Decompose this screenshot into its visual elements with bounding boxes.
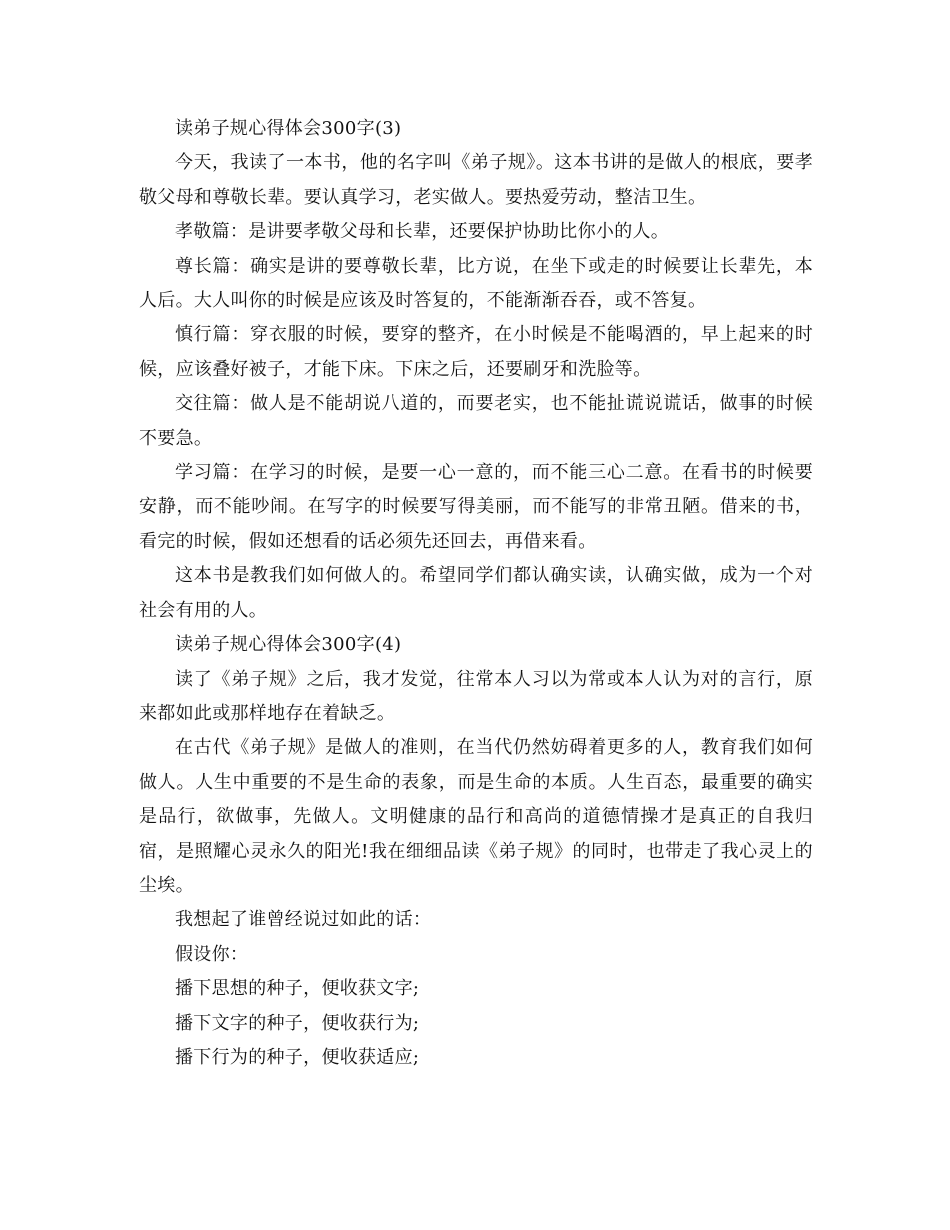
document-page (139, 112, 813, 1075)
quote-line-1: 播下思想的种子，便收获文字; (175, 978, 420, 1000)
paragraph-study: 学习篇：在学习的时候，是要一心一意的，而不能三心二意。在看书的时候要安静，而不能吵闹。在写字的时候要写得美丽，而不能写的非常丑陋。借来的书，看完的时候，假如还想看的话必须先还回去，再借来看。 (139, 462, 813, 552)
paragraph-ancient-rules: 在古代《弟子规》是做人的准则，在当代仍然妨碍着更多的人，教育我们如何做人。人生中重要的不是生命的表象，而是生命的本质。人生百态，最重要的确实是品行，欲做事，先做人。文明健康的品行和高尚的道德情操才是真正的自我归宿，是照耀心灵永久的阳光!我在细细品读《弟子规》的同时，也带走了我心灵上的尘埃。 (139, 737, 813, 896)
quote-line-2: 播下文字的种子，便收获行为; (175, 1012, 420, 1034)
paragraph-quote-intro: 我想起了谁曾经说过如此的话： (175, 909, 432, 931)
section-heading-4: 读弟子规心得体会300字(4) (175, 634, 402, 656)
paragraph-intro: 今天，我读了一本书，他的名字叫《弟子规》。这本书讲的是做人的根底，要孝敬父母和尊敬长辈。要认真学习，老实做人。要热爱劳动，整洁卫生。 (139, 152, 813, 208)
paragraph-conclusion: 这本书是教我们如何做人的。希望同学们都认确实读，认确实做，成为一个对社会有用的人。 (139, 565, 813, 621)
paragraph-reflection: 读了《弟子规》之后，我才发觉，往常本人习以为常或本人认为对的言行，原来都如此或那样地存在着缺乏。 (139, 668, 813, 724)
quote-line-3: 播下行为的种子，便收获适应; (175, 1046, 420, 1068)
paragraph-respect-elders: 尊长篇：确实是讲的要尊敬长辈，比方说，在坐下或走的时候要让长辈先，本人后。大人叫你的时候是应该及时答复的，不能渐渐吞吞，或不答复。 (139, 255, 813, 312)
paragraph-social: 交往篇：做人是不能胡说八道的，而要老实，也不能扯谎说谎话，做事的时候不要急。 (139, 393, 813, 449)
paragraph-suppose: 假设你： (175, 943, 249, 965)
section-heading-3: 读弟子规心得体会300字(3) (175, 118, 402, 139)
paragraph-filial: 孝敬篇：是讲要孝敬父母和长辈，还要保护协助比你小的人。 (175, 221, 670, 243)
paragraph-conduct: 慎行篇：穿衣服的时候，要穿的整齐，在小时候是不能喝酒的，早上起来的时候，应该叠好被子，才能下床。下床之后，还要刷牙和洗脸等。 (139, 324, 813, 380)
